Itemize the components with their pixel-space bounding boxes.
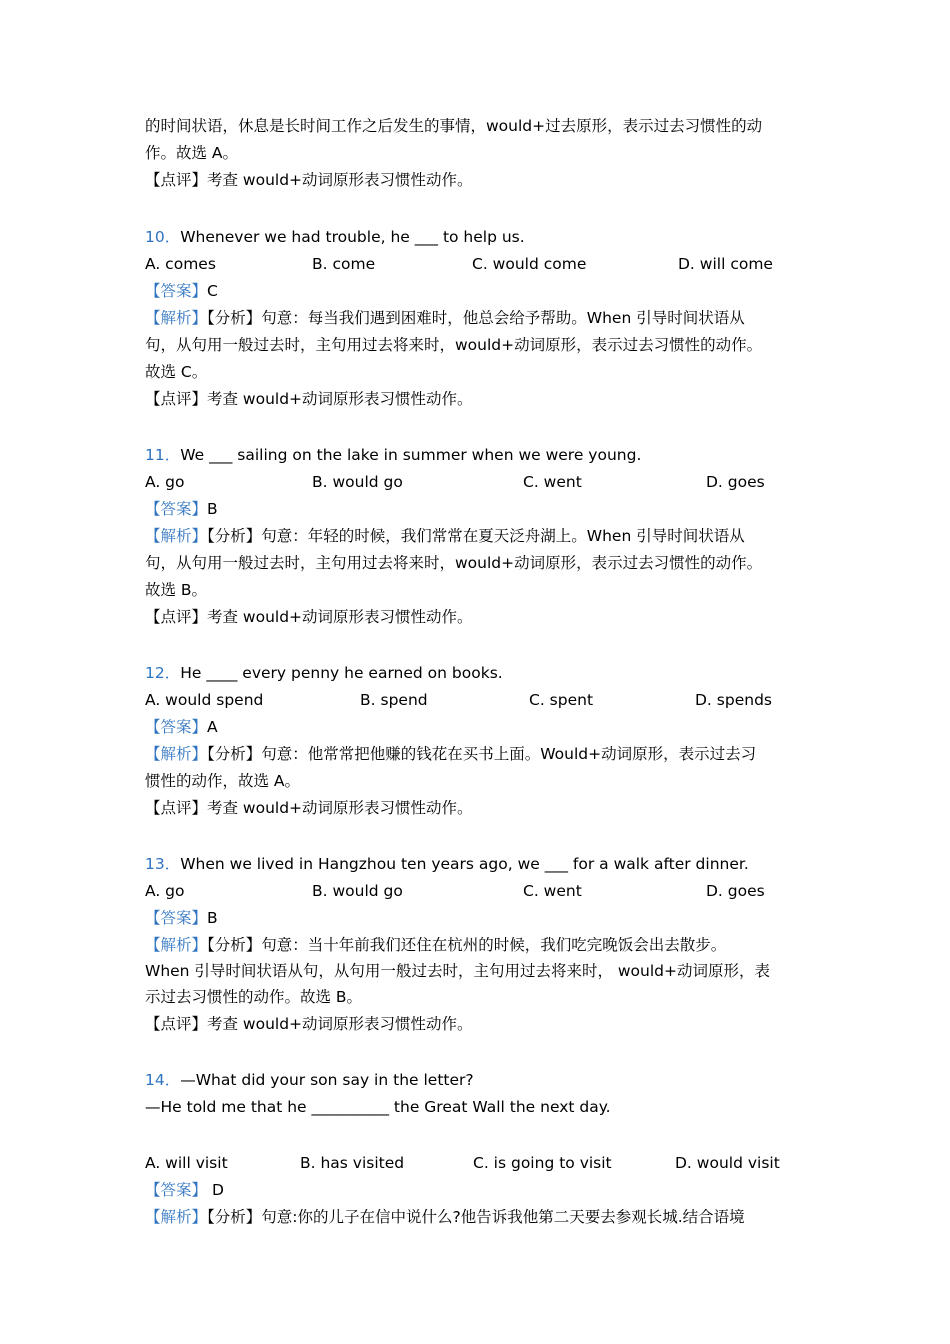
option-c: C. went bbox=[523, 473, 582, 491]
stem-text: Whenever we had trouble, he bbox=[180, 228, 415, 246]
answer-line bbox=[145, 908, 825, 928]
answer-label: 【答案】 bbox=[145, 282, 208, 300]
answer-label: 【答案】 bbox=[145, 718, 208, 736]
option-d: D. would visit bbox=[675, 1154, 780, 1172]
analysis-line: 故选 B。 bbox=[145, 581, 208, 599]
stem-text: When we lived in Hangzhou ten years ago, we bbox=[180, 855, 545, 873]
stem-text: —What did your son say in the letter? bbox=[180, 1071, 474, 1089]
option-a: A. will visit bbox=[145, 1154, 228, 1172]
option-b: B. would go bbox=[312, 882, 403, 900]
analysis-label: 【解析】 bbox=[145, 309, 208, 327]
answer-value: B bbox=[207, 909, 218, 927]
option-d: D. goes bbox=[706, 882, 765, 900]
stem-text: We bbox=[180, 446, 210, 464]
blank: ___ bbox=[414, 228, 439, 246]
analysis-text: 【分析】句意:你的儿子在信中说什么?他告诉我他第二天要去参观长城.结合语境 bbox=[207, 1208, 745, 1226]
comment-line: 【点评】考查 would+动词原形表习惯性动作。 bbox=[145, 390, 473, 408]
answer-label: 【答案】 bbox=[145, 1181, 208, 1199]
analysis-line: When 引导时间状语从句，从句用一般过去时，主句用过去将来时， would+动词原形，表 bbox=[145, 962, 770, 980]
analysis-text: 【分析】句意：年轻的时候，我们常常在夏天泛舟湖上。When 引导时间状语从 bbox=[207, 527, 745, 545]
blank: ___ bbox=[209, 446, 233, 464]
question-14-stem bbox=[145, 1070, 825, 1090]
analysis-label: 【解析】 bbox=[145, 936, 208, 954]
answer-line bbox=[145, 1180, 825, 1200]
option-b: B. spend bbox=[360, 691, 428, 709]
blank: ____ bbox=[206, 664, 238, 682]
analysis-label: 【解析】 bbox=[145, 745, 208, 763]
analysis-line bbox=[145, 526, 825, 546]
answer-value: A bbox=[207, 718, 218, 736]
option-a: A. comes bbox=[145, 255, 216, 273]
analysis-line bbox=[145, 744, 825, 764]
analysis-line bbox=[145, 1207, 825, 1227]
analysis-line: 惯性的动作，故选 A。 bbox=[145, 772, 301, 790]
option-c: C. went bbox=[523, 882, 582, 900]
analysis-text: 【分析】句意：当十年前我们还住在杭州的时候，我们吃完晚饭会出去散步。 bbox=[207, 936, 727, 954]
question-14-stem-line2: —He told me that he __________ the Great Wall the next day. bbox=[145, 1098, 611, 1116]
option-d: D. spends bbox=[695, 691, 772, 709]
question-13-stem bbox=[145, 854, 825, 874]
analysis-text: 【分析】句意：他常常把他赚的钱花在买书上面。Would+动词原形，表示过去习 bbox=[207, 745, 757, 763]
comment-line: 【点评】考查 would+动词原形表习惯性动作。 bbox=[145, 608, 473, 626]
question-number: 14． bbox=[145, 1071, 181, 1089]
option-c: C. would come bbox=[472, 255, 587, 273]
option-a: A. go bbox=[145, 473, 185, 491]
analysis-label: 【解析】 bbox=[145, 1208, 208, 1226]
option-c: C. spent bbox=[529, 691, 594, 709]
question-10-stem bbox=[145, 227, 825, 247]
comment-line: 【点评】考查 would+动词原形表习惯性动作。 bbox=[145, 1015, 473, 1033]
question-number: 12． bbox=[145, 664, 181, 682]
answer-label: 【答案】 bbox=[145, 909, 208, 927]
analysis-line bbox=[145, 935, 825, 955]
comment-line: 【点评】考查 would+动词原形表习惯性动作。 bbox=[145, 171, 473, 189]
blank: ___ bbox=[544, 855, 568, 873]
answer-value: D bbox=[207, 1181, 224, 1199]
question-number: 13． bbox=[145, 855, 181, 873]
answer-line bbox=[145, 717, 825, 737]
answer-value: B bbox=[207, 500, 218, 518]
analysis-line: 作。故选 A。 bbox=[145, 144, 239, 162]
stem-text: sailing on the lake in summer when we were young. bbox=[232, 446, 642, 464]
answer-label: 【答案】 bbox=[145, 500, 208, 518]
analysis-line: 示过去习惯性的动作。故选 B。 bbox=[145, 988, 363, 1006]
option-b: B. would go bbox=[312, 473, 403, 491]
option-a: A. go bbox=[145, 882, 185, 900]
option-a: A. would spend bbox=[145, 691, 264, 709]
analysis-line: 的时间状语，休息是长时间工作之后发生的事情，would+过去原形，表示过去习惯性的动 bbox=[145, 117, 763, 135]
comment-line: 【点评】考查 would+动词原形表习惯性动作。 bbox=[145, 799, 473, 817]
stem-text: to help us. bbox=[438, 228, 525, 246]
analysis-line: 句，从句用一般过去时，主句用过去将来时，would+动词原形，表示过去习惯性的动作。 bbox=[145, 336, 763, 354]
option-d: D. will come bbox=[678, 255, 773, 273]
question-number: 11． bbox=[145, 446, 181, 464]
option-b: B. has visited bbox=[300, 1154, 405, 1172]
option-c: C. is going to visit bbox=[473, 1154, 612, 1172]
analysis-line: 故选 C。 bbox=[145, 363, 208, 381]
analysis-label: 【解析】 bbox=[145, 527, 208, 545]
analysis-text: 【分析】句意：每当我们遇到困难时，他总会给予帮助。When 引导时间状语从 bbox=[207, 309, 745, 327]
question-11-stem bbox=[145, 445, 825, 465]
option-b: B. come bbox=[312, 255, 376, 273]
analysis-line: 句，从句用一般过去时，主句用过去将来时，would+动词原形，表示过去习惯性的动作。 bbox=[145, 554, 763, 572]
option-d: D. goes bbox=[706, 473, 765, 491]
question-number: 10． bbox=[145, 228, 181, 246]
question-12-stem bbox=[145, 663, 825, 683]
stem-text: every penny he earned on books. bbox=[237, 664, 503, 682]
analysis-line bbox=[145, 308, 825, 328]
answer-line bbox=[145, 499, 825, 519]
stem-text: for a walk after dinner. bbox=[567, 855, 749, 873]
answer-line bbox=[145, 281, 825, 301]
answer-value: C bbox=[207, 282, 218, 300]
stem-text: He bbox=[180, 664, 207, 682]
